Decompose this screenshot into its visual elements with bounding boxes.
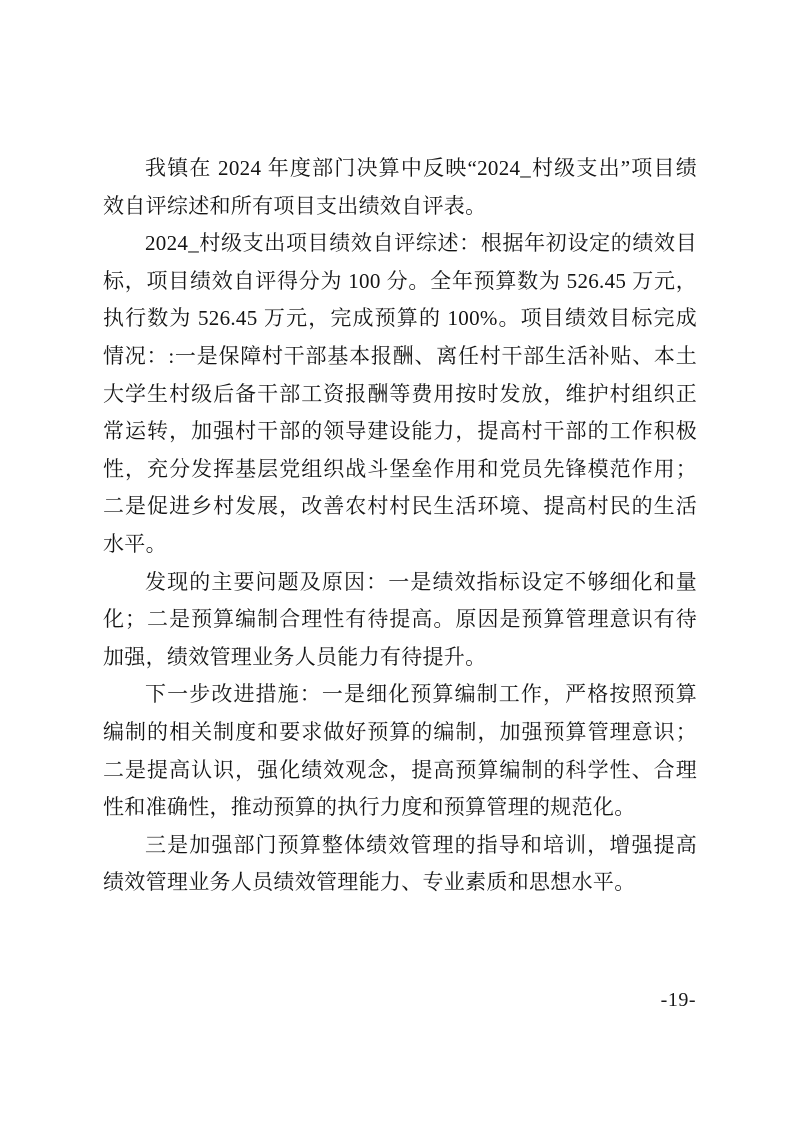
paragraph-problems-and-causes: 发现的主要问题及原因：一是绩效指标设定不够细化和量化；二是预算编制合理性有待提高。原因是预算管理意识有待加强，绩效管理业务人员能力有待提升。 <box>103 569 697 669</box>
paragraph-self-evaluation: 2024_村级支出项目绩效自评综述：根据年初设定的绩效目标，项目绩效自评得分为 100 分。全年预算数为 526.45 万元，执行数为 526.45 万元，完成预算的 100%。项目绩效目标完成情况：:一是保障村干部基本报酬、离任村干部生活补贴、本土大学生村级后备干部工资报酬等费用按时发放，维护村组织正常运转，加强村干部的领导建设能力，提高村干部的工作积极性，充分发挥基层党组织战斗堡垒作用和党员先锋模范作用；二是促进乡村发展，改善农村村民生活环境、提高村民的生活水平。 <box>103 231 697 556</box>
document-body <box>103 150 697 902</box>
paragraph-improvement-measures: 下一步改进措施：一是细化预算编制工作，严格按照预算编制的相关制度和要求做好预算的编制，加强预算管理意识；二是提高认识，强化绩效观念，提高预算编制的科学性、合理性和准确性，推动预算的执行力度和预算管理的规范化。 <box>103 682 697 820</box>
page-number: -19- <box>660 989 696 1011</box>
paragraph-improvement-measures-3: 三是加强部门预算整体绩效管理的指导和培训，增强提高绩效管理业务人员绩效管理能力、专业素质和思想水平。 <box>103 832 697 895</box>
paragraph-summary-intro: 我镇在 2024 年度部门决算中反映“2024_村级支出”项目绩效自评综述和所有项目支出绩效自评表。 <box>103 156 697 218</box>
